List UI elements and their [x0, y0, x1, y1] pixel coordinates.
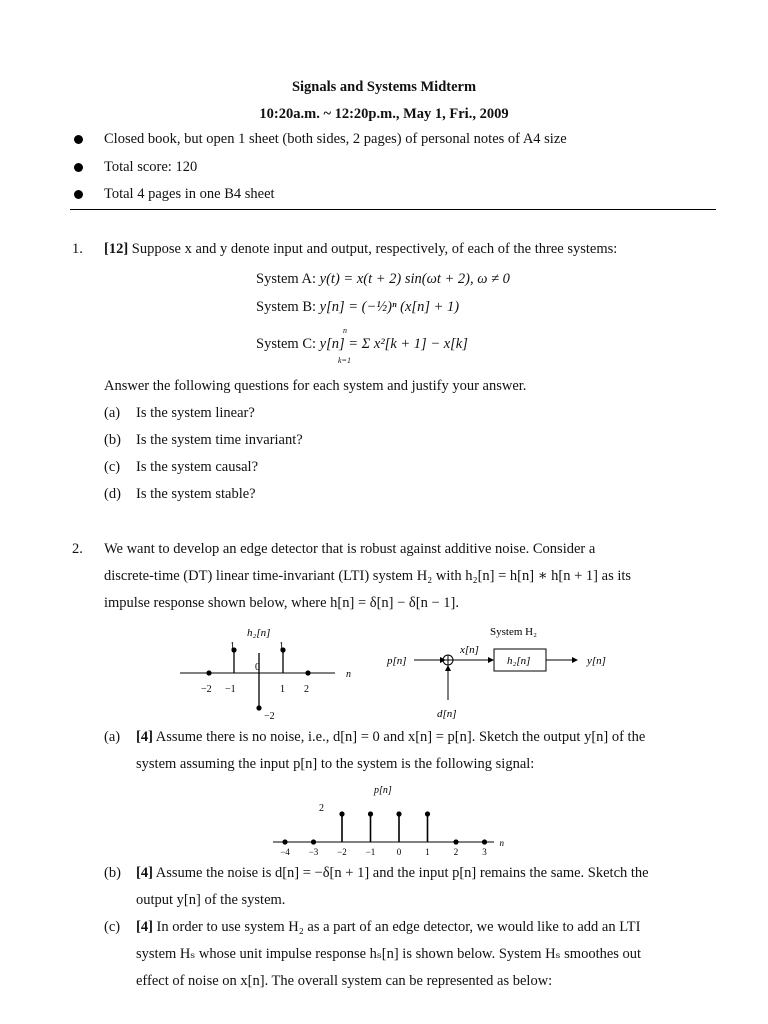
- q1-intro-text: Suppose x and y denote input and output, respectively, of each of the three systems:: [131, 241, 618, 257]
- arrow-head-icon: [488, 657, 494, 663]
- q2-part-c-line2: system Hₛ whose unit impulse response hₛ[n] is shown below. System Hₛ smoothes out: [136, 946, 642, 962]
- pn-tick: −2: [337, 847, 347, 857]
- pn-tick: −3: [308, 847, 319, 857]
- q1-points: [12]: [104, 241, 129, 257]
- pn-marks: [280, 811, 487, 857]
- bullet-item: Total 4 pages in one B4 sheet: [104, 186, 275, 202]
- q2-part-a-line1: [136, 729, 645, 746]
- sum-lower-limit: k=1: [338, 356, 351, 365]
- pn-stem-plot: [268, 780, 508, 862]
- system-a-label: System A:: [256, 271, 317, 287]
- q2-line: discrete-time (DT) linear time-invariant (LTI) system H₂ with h₂[n] = h[n] ∗ h[n + 1] as its: [104, 568, 632, 584]
- q2-part-b-line2: output y[n] of the system.: [136, 892, 286, 908]
- h2-stem-plot: [170, 618, 370, 724]
- system-b-eq: y[n] = (−½)ⁿ (x[n] + 1): [319, 299, 460, 315]
- pn-point: [396, 811, 401, 816]
- q1-part-label: (b): [104, 432, 121, 448]
- h2-axis-label: n: [346, 669, 351, 680]
- q2-line: impulse response shown below, where h[n] = δ[n] − δ[n − 1].: [104, 595, 459, 611]
- pn-tick: 0: [396, 847, 402, 857]
- q2-part-label: (b): [104, 865, 121, 881]
- system-a-eq: y(t) = x(t + 2) sin(ωt + 2), ω ≠ 0: [319, 271, 510, 287]
- h2-tick: −1: [225, 684, 236, 695]
- bullet-item: Total score: 120: [104, 159, 198, 175]
- q1-part-label: (d): [104, 486, 121, 502]
- q2c-text: In order to use system H₂ as a part of an edge detector, we would like to add an LTI: [156, 919, 641, 935]
- h2-label: 0: [255, 662, 260, 673]
- question-number: 1.: [72, 241, 83, 257]
- bullet-item: Closed book, but open 1 sheet (both sides, 2 pages) of personal notes of A4 size: [104, 131, 567, 147]
- system-c-label: System C:: [256, 336, 317, 352]
- pn-tick: 2: [453, 847, 459, 857]
- q2-part-c-line1: [136, 919, 640, 936]
- pn-tick: 3: [482, 847, 487, 857]
- h2-label: 1: [279, 641, 284, 652]
- q1-part-text: Is the system linear?: [136, 405, 255, 421]
- h2-tick: 2: [304, 684, 309, 695]
- pn-tick: 1: [425, 847, 430, 857]
- diagram-input-label: p[n]: [387, 655, 407, 667]
- sum-upper-limit: n: [343, 326, 347, 335]
- pn-point: [311, 839, 316, 844]
- bullet-icon: [74, 190, 83, 199]
- q2a-text: Assume there is no noise, i.e., d[n] = 0 and x[n] = p[n]. Sketch the output y[n] of the: [155, 729, 646, 745]
- system-a: [256, 271, 510, 288]
- q2b-text: Assume the noise is d[n] = −δ[n + 1] and the input p[n] remains the same. Sketch the: [155, 865, 649, 881]
- pn-point: [453, 839, 458, 844]
- h2-label: −2: [264, 711, 275, 722]
- h2-label: 1: [230, 641, 235, 652]
- pn-amplitude-label: 2: [319, 803, 324, 814]
- h2-tick: 1: [280, 684, 285, 695]
- system-c: [256, 336, 468, 353]
- h2-point: [206, 670, 211, 675]
- q1-part-text: Is the system causal?: [136, 459, 259, 475]
- question-number: 2.: [72, 541, 83, 557]
- h2-point: [305, 670, 310, 675]
- q2-part-b-line1: [136, 865, 649, 882]
- q2-part-a-line2: system assuming the input p[n] to the system is the following signal:: [136, 756, 535, 772]
- diagram-noise-label: d[n]: [437, 708, 457, 720]
- system-b-label: System B:: [256, 299, 317, 315]
- arrow-head-icon: [572, 657, 578, 663]
- q2-line: We want to develop an edge detector that is robust against additive noise. Consider a: [104, 541, 596, 557]
- arrow-head-icon: [445, 665, 451, 671]
- pn-point: [425, 811, 430, 816]
- bullet-icon: [74, 163, 83, 172]
- q2-part-c-line3: effect of noise on x[n]. The overall system can be represented as below:: [136, 973, 553, 989]
- q2a-points: [4]: [136, 729, 153, 745]
- q1-instruction: Answer the following questions for each system and justify your answer.: [104, 378, 527, 394]
- system-c-eq: y[n] = Σ x²[k + 1] − x[k]: [319, 336, 468, 352]
- h2-title: h₂[n]: [247, 627, 271, 639]
- q1-part-label: (a): [104, 405, 121, 421]
- h2-point: [256, 705, 261, 710]
- q2c-points: [4]: [136, 919, 153, 935]
- q1-intro: [104, 241, 617, 258]
- q2-part-label: (a): [104, 729, 121, 745]
- diagram-output-label: y[n]: [587, 655, 606, 667]
- diagram-title: System H₂: [490, 626, 537, 638]
- q1-part-label: (c): [104, 459, 121, 475]
- system-b: [256, 299, 459, 316]
- bullet-icon: [74, 135, 83, 144]
- q1-part-text: Is the system time invariant?: [136, 432, 303, 448]
- exam-datetime: 10:20a.m. ~ 12:20p.m., May 1, Fri., 2009: [259, 106, 509, 122]
- system-h2-diagram: [380, 618, 620, 724]
- diagram-block-label: h₂[n]: [507, 655, 531, 667]
- pn-tick: −4: [280, 847, 290, 857]
- pn-tick: −1: [365, 847, 376, 857]
- pn-point: [339, 811, 344, 816]
- q2b-points: [4]: [136, 865, 153, 881]
- exam-title: Signals and Systems Midterm: [291, 79, 477, 95]
- pn-axis-label: n: [499, 838, 504, 848]
- diagram-sum-label: x[n]: [460, 644, 479, 656]
- pn-title: p[n]: [374, 785, 392, 796]
- header-divider: [70, 209, 716, 210]
- q1-part-text: Is the system stable?: [136, 486, 256, 502]
- pn-point: [282, 839, 287, 844]
- h2-tick: −2: [201, 684, 212, 695]
- pn-point: [368, 811, 373, 816]
- q2-part-label: (c): [104, 919, 121, 935]
- pn-point: [482, 839, 487, 844]
